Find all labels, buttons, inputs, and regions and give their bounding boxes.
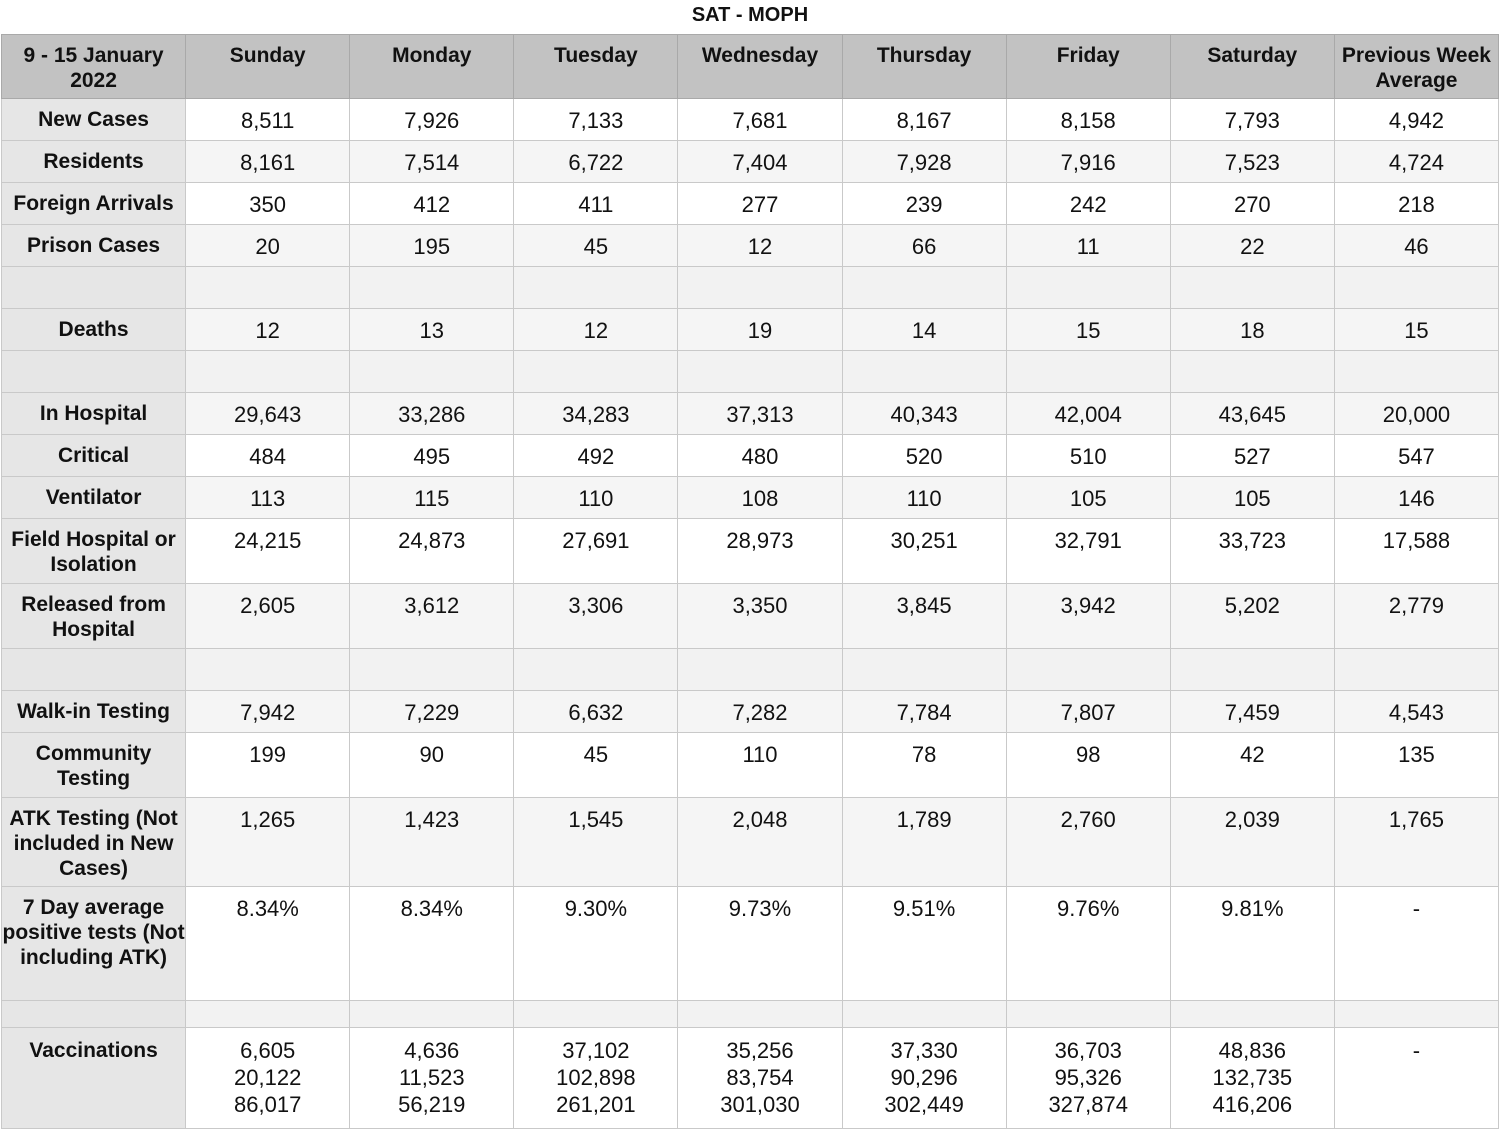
table-cell — [1006, 267, 1170, 309]
table-cell: 24,873 — [350, 519, 514, 584]
table-cell — [678, 351, 842, 393]
day-header: Tuesday — [514, 35, 678, 99]
table-cell — [842, 649, 1006, 691]
table-cell: 12 — [514, 309, 678, 351]
table-cell: 412 — [350, 183, 514, 225]
row-label: 7 Day average positive tests (Not including ATK) — [2, 887, 186, 1001]
table-cell: 495 — [350, 435, 514, 477]
table-row — [2, 99, 1499, 141]
table-cell — [186, 1028, 350, 1129]
table-cell: 480 — [678, 435, 842, 477]
day-header: Sunday — [186, 35, 350, 99]
table-cell: 6,632 — [514, 691, 678, 733]
table-cell: - — [1334, 887, 1498, 1001]
vaccination-value: 302,449 — [884, 1092, 964, 1117]
table-cell — [1006, 1001, 1170, 1028]
table-title: SAT - MOPH — [691, 4, 809, 26]
vaccination-value: 20,122 — [234, 1065, 302, 1090]
spacer-row — [2, 267, 1499, 309]
table-cell — [1170, 351, 1334, 393]
table-cell: 7,404 — [678, 141, 842, 183]
table-cell: 46 — [1334, 225, 1498, 267]
table-cell — [1334, 267, 1498, 309]
table-cell: 15 — [1334, 309, 1498, 351]
table-cell: 105 — [1006, 477, 1170, 519]
row-label — [2, 1001, 186, 1028]
vaccination-value: 132,735 — [1212, 1065, 1293, 1090]
vaccination-value: 83,754 — [726, 1065, 794, 1090]
table-cell — [678, 1028, 842, 1129]
table-cell: 146 — [1334, 477, 1498, 519]
table-cell: 6,722 — [514, 141, 678, 183]
table-cell — [350, 1028, 514, 1129]
table-cell: 45 — [514, 733, 678, 798]
table-row — [2, 309, 1499, 351]
weekly-stats-table — [1, 34, 1499, 1129]
row-label: Ventilator — [2, 477, 186, 519]
table-cell — [1334, 1028, 1498, 1129]
table-cell: 110 — [514, 477, 678, 519]
row-label: Prison Cases — [2, 225, 186, 267]
table-cell — [842, 1028, 1006, 1129]
table-cell: 9.76% — [1006, 887, 1170, 1001]
row-label: Walk-in Testing — [2, 691, 186, 733]
table-cell: 277 — [678, 183, 842, 225]
table-cell — [514, 1028, 678, 1129]
table-cell — [678, 649, 842, 691]
table-cell: 19 — [678, 309, 842, 351]
vaccination-value: 35,256 — [726, 1038, 794, 1063]
table-cell: 8.34% — [186, 887, 350, 1001]
table-cell: 110 — [678, 733, 842, 798]
table-cell: 7,942 — [186, 691, 350, 733]
vaccination-value: 301,030 — [720, 1092, 800, 1117]
row-label — [2, 351, 186, 393]
table-row — [2, 887, 1499, 1001]
table-cell — [1334, 649, 1498, 691]
table-cell: 1,765 — [1334, 798, 1498, 887]
table-cell: 90 — [350, 733, 514, 798]
table-row — [2, 435, 1499, 477]
table-cell: 45 — [514, 225, 678, 267]
row-label: New Cases — [2, 99, 186, 141]
table-cell: 13 — [350, 309, 514, 351]
table-cell: 135 — [1334, 733, 1498, 798]
table-cell — [842, 267, 1006, 309]
table-cell: 98 — [1006, 733, 1170, 798]
vaccination-value: 37,330 — [890, 1038, 958, 1063]
table-cell: 7,229 — [350, 691, 514, 733]
table-cell: 12 — [186, 309, 350, 351]
vaccination-value: 102,898 — [556, 1065, 636, 1090]
table-row — [2, 519, 1499, 584]
row-label: Foreign Arrivals — [2, 183, 186, 225]
table-cell — [1334, 1001, 1498, 1028]
table-cell: 1,545 — [514, 798, 678, 887]
day-header: Thursday — [842, 35, 1006, 99]
vaccination-value: - — [1412, 1038, 1421, 1063]
table-cell — [350, 267, 514, 309]
table-cell: 7,807 — [1006, 691, 1170, 733]
row-label: Critical — [2, 435, 186, 477]
table-row — [2, 733, 1499, 798]
table-cell: 12 — [678, 225, 842, 267]
vaccination-value: 37,102 — [562, 1038, 630, 1063]
table-cell: 510 — [1006, 435, 1170, 477]
table-cell: 2,760 — [1006, 798, 1170, 887]
table-cell: 7,514 — [350, 141, 514, 183]
previous-week-average-header: Previous Week Average — [1334, 35, 1498, 99]
table-cell: 7,282 — [678, 691, 842, 733]
vaccination-value: 48,836 — [1218, 1038, 1286, 1063]
table-cell: 108 — [678, 477, 842, 519]
table-cell: 32,791 — [1006, 519, 1170, 584]
table-cell: 33,723 — [1170, 519, 1334, 584]
table-row — [2, 798, 1499, 887]
table-cell: 20,000 — [1334, 393, 1498, 435]
table-cell — [678, 267, 842, 309]
table-cell: 7,681 — [678, 99, 842, 141]
table-cell — [1006, 649, 1170, 691]
vaccination-value: 11,523 — [398, 1065, 465, 1090]
table-cell: 1,265 — [186, 798, 350, 887]
row-label — [2, 267, 186, 309]
table-cell — [350, 649, 514, 691]
row-label: Released from Hospital — [2, 584, 186, 649]
table-cell: 3,306 — [514, 584, 678, 649]
table-cell: 4,724 — [1334, 141, 1498, 183]
table-cell: 8,161 — [186, 141, 350, 183]
table-cell: 42 — [1170, 733, 1334, 798]
table-cell: 8,511 — [186, 99, 350, 141]
table-cell: 24,215 — [186, 519, 350, 584]
table-row — [2, 183, 1499, 225]
vaccination-value: 95,326 — [1054, 1065, 1122, 1090]
table-cell: 9.73% — [678, 887, 842, 1001]
table-cell — [350, 351, 514, 393]
table-cell: 66 — [842, 225, 1006, 267]
row-label: Community Testing — [2, 733, 186, 798]
table-cell: 3,612 — [350, 584, 514, 649]
spacer-row — [2, 649, 1499, 691]
table-cell: 9.81% — [1170, 887, 1334, 1001]
vaccination-value: 261,201 — [556, 1092, 636, 1117]
table-cell: 15 — [1006, 309, 1170, 351]
table-cell: 2,605 — [186, 584, 350, 649]
table-cell: 492 — [514, 435, 678, 477]
table-cell — [514, 1001, 678, 1028]
table-cell: 22 — [1170, 225, 1334, 267]
table-cell: 2,039 — [1170, 798, 1334, 887]
day-header: Friday — [1006, 35, 1170, 99]
table-cell: 1,423 — [350, 798, 514, 887]
table-cell: 7,523 — [1170, 141, 1334, 183]
table-cell — [1006, 1028, 1170, 1129]
table-cell: 8,167 — [842, 99, 1006, 141]
table-cell — [186, 267, 350, 309]
day-header: Wednesday — [678, 35, 842, 99]
table-cell — [186, 649, 350, 691]
table-cell — [1170, 649, 1334, 691]
table-cell — [1334, 351, 1498, 393]
table-cell: 4,543 — [1334, 691, 1498, 733]
row-label: ATK Testing (Not included in New Cases) — [2, 798, 186, 887]
table-cell: 17,588 — [1334, 519, 1498, 584]
table-cell: 484 — [186, 435, 350, 477]
table-cell: 78 — [842, 733, 1006, 798]
table-cell: 14 — [842, 309, 1006, 351]
table-cell: 18 — [1170, 309, 1334, 351]
table-cell: 7,784 — [842, 691, 1006, 733]
row-label: Deaths — [2, 309, 186, 351]
vaccination-value: 327,874 — [1048, 1092, 1128, 1117]
table-row — [2, 225, 1499, 267]
table-cell: 520 — [842, 435, 1006, 477]
table-cell: 218 — [1334, 183, 1498, 225]
table-cell: 270 — [1170, 183, 1334, 225]
table-cell — [186, 1001, 350, 1028]
table-cell: 42,004 — [1006, 393, 1170, 435]
table-cell: 527 — [1170, 435, 1334, 477]
table-row — [2, 141, 1499, 183]
vaccination-value: 6,605 — [240, 1038, 296, 1063]
table-cell: 11 — [1006, 225, 1170, 267]
vaccination-value: 416,206 — [1212, 1092, 1293, 1117]
day-header: Monday — [350, 35, 514, 99]
table-cell: 1,789 — [842, 798, 1006, 887]
table-cell — [1170, 1028, 1334, 1129]
date-range-header: 9 - 15 January 2022 — [2, 35, 186, 99]
table-cell: 7,459 — [1170, 691, 1334, 733]
row-label: In Hospital — [2, 393, 186, 435]
table-row — [2, 584, 1499, 649]
table-cell: 43,645 — [1170, 393, 1334, 435]
table-cell: 27,691 — [514, 519, 678, 584]
table-row — [2, 393, 1499, 435]
table-cell: 195 — [350, 225, 514, 267]
vaccination-value: 4,636 — [404, 1038, 460, 1063]
table-cell: 2,779 — [1334, 584, 1498, 649]
table-cell: 8.34% — [350, 887, 514, 1001]
table-row — [2, 477, 1499, 519]
table-row-vaccinations — [2, 1028, 1499, 1129]
row-label — [2, 649, 186, 691]
table-cell — [842, 351, 1006, 393]
table-cell: 9.30% — [514, 887, 678, 1001]
table-cell: 547 — [1334, 435, 1498, 477]
table-row — [2, 691, 1499, 733]
table-cell: 199 — [186, 733, 350, 798]
table-cell: 29,643 — [186, 393, 350, 435]
table-cell: 7,133 — [514, 99, 678, 141]
table-cell: 115 — [350, 477, 514, 519]
table-cell — [514, 351, 678, 393]
table-cell: 3,350 — [678, 584, 842, 649]
table-cell: 113 — [186, 477, 350, 519]
vaccination-value: 36,703 — [1054, 1038, 1122, 1063]
table-cell: 242 — [1006, 183, 1170, 225]
table-cell: 7,928 — [842, 141, 1006, 183]
table-cell — [842, 1001, 1006, 1028]
table-cell: 7,916 — [1006, 141, 1170, 183]
vaccination-value: 86,017 — [234, 1092, 302, 1117]
table-cell: 3,942 — [1006, 584, 1170, 649]
spacer-row — [2, 1001, 1499, 1028]
table-cell: 37,313 — [678, 393, 842, 435]
table-cell: 411 — [514, 183, 678, 225]
table-cell: 9.51% — [842, 887, 1006, 1001]
table-cell: 8,158 — [1006, 99, 1170, 141]
table-cell: 7,793 — [1170, 99, 1334, 141]
vaccination-value: 90,296 — [890, 1065, 958, 1090]
day-header: Saturday — [1170, 35, 1334, 99]
table-cell — [1170, 1001, 1334, 1028]
table-cell: 2,048 — [678, 798, 842, 887]
table-cell: 5,202 — [1170, 584, 1334, 649]
header-row — [2, 35, 1499, 99]
table-cell: 350 — [186, 183, 350, 225]
table-cell: 105 — [1170, 477, 1334, 519]
table-cell: 40,343 — [842, 393, 1006, 435]
table-cell — [350, 1001, 514, 1028]
vaccination-value: 56,219 — [398, 1092, 466, 1117]
row-label: Field Hospital or Isolation — [2, 519, 186, 584]
row-label: Vaccinations — [2, 1028, 186, 1129]
spacer-row — [2, 351, 1499, 393]
table-cell — [1170, 267, 1334, 309]
table-cell: 110 — [842, 477, 1006, 519]
table-cell — [1006, 351, 1170, 393]
table-cell: 3,845 — [842, 584, 1006, 649]
table-cell: 30,251 — [842, 519, 1006, 584]
table-cell: 4,942 — [1334, 99, 1498, 141]
table-cell: 7,926 — [350, 99, 514, 141]
row-label: Residents — [2, 141, 186, 183]
table-cell — [514, 649, 678, 691]
table-cell: 28,973 — [678, 519, 842, 584]
table-cell — [186, 351, 350, 393]
table-cell: 33,286 — [350, 393, 514, 435]
table-cell — [678, 1001, 842, 1028]
table-cell: 239 — [842, 183, 1006, 225]
table-cell: 34,283 — [514, 393, 678, 435]
table-cell — [514, 267, 678, 309]
table-cell: 20 — [186, 225, 350, 267]
